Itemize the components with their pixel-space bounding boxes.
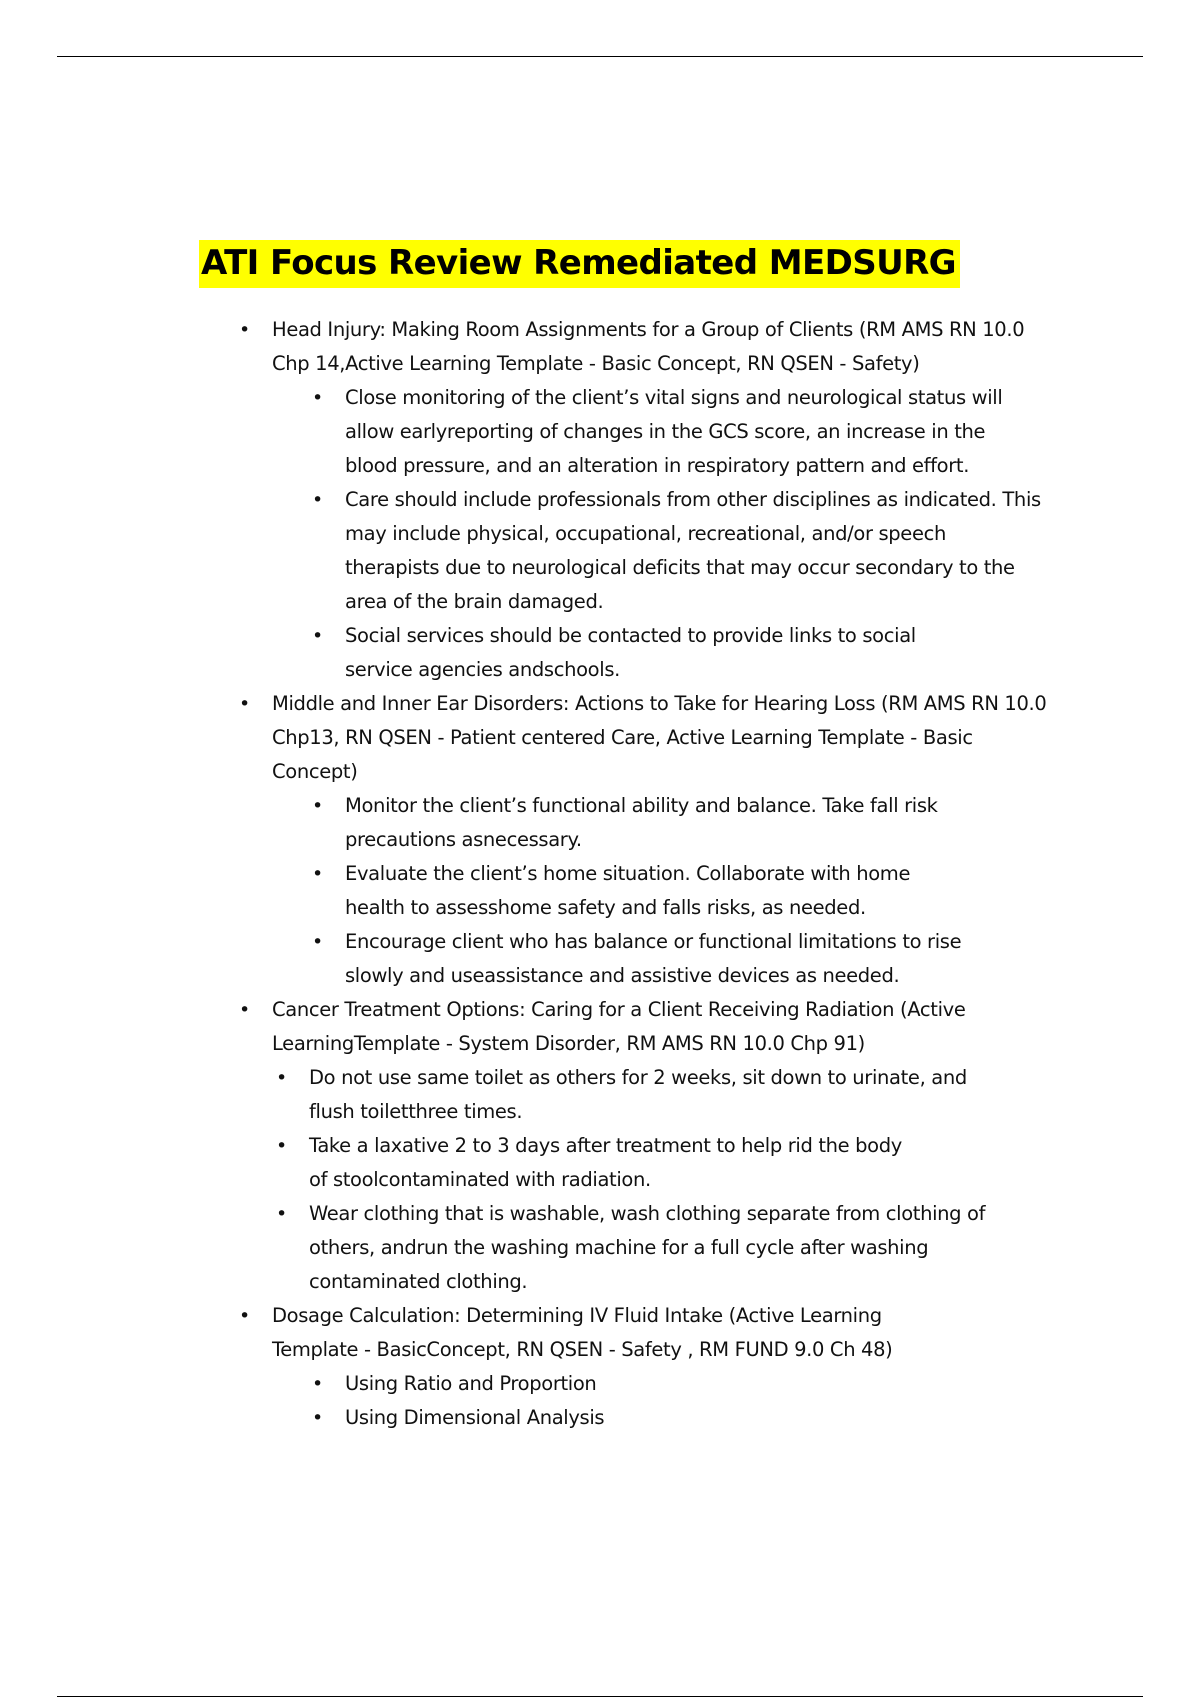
list-item-text: Encourage client who has balance or functional limitations to rise slowly and useassistance and assistive devices as needed. bbox=[345, 930, 962, 987]
section-heading-text: Cancer Treatment Options: Caring for a Client Receiving Radiation (Active LearningTemplate - System Disorder, RM AMS RN 10.0 Chp 91) bbox=[272, 998, 966, 1055]
list-item-text: Using Ratio and Proportion bbox=[345, 1372, 597, 1395]
bullet-icon: • bbox=[276, 1135, 287, 1157]
document-title: ATI Focus Review Remediated MEDSURG bbox=[199, 240, 960, 288]
bullet-icon: • bbox=[239, 693, 250, 715]
footer-rule bbox=[57, 1696, 1143, 1697]
list-item bbox=[312, 1367, 945, 1401]
bullet-icon: • bbox=[276, 1067, 287, 1089]
section-heading-text: Dosage Calculation: Determining IV Fluid Intake (Active Learning Template - BasicConcept, RN QSEN - Safety , RM FUND 9.0 Ch 48) bbox=[272, 1304, 893, 1361]
list-item-text: Social services should be contacted to provide links to social service agencies andschools. bbox=[345, 624, 916, 681]
bullet-icon: • bbox=[312, 489, 323, 511]
list-item bbox=[312, 483, 1045, 619]
bullet-icon: • bbox=[312, 625, 323, 647]
section-heading-text: Middle and Inner Ear Disorders: Actions to Take for Hearing Loss (RM AMS RN 10.0 Chp13, RN QSEN - Patient centered Care, Active Learning Template - Basic Concept) bbox=[272, 692, 1047, 783]
list-item bbox=[312, 1401, 945, 1435]
bullet-icon: • bbox=[239, 999, 250, 1021]
list-item bbox=[312, 789, 965, 857]
bullet-icon: • bbox=[239, 1305, 250, 1327]
bullet-icon: • bbox=[312, 931, 323, 953]
list-item bbox=[312, 619, 965, 687]
bullet-icon: • bbox=[312, 387, 323, 409]
header-rule bbox=[57, 56, 1143, 57]
list-item-text: Evaluate the client’s home situation. Collaborate with home health to assesshome safety and falls risks, as needed. bbox=[345, 862, 911, 919]
section-heading-cancer-treatment bbox=[239, 993, 972, 1061]
section-heading-text: Head Injury: Making Room Assignments for a Group of Clients (RM AMS RN 10.0 Chp 14,Active Learning Template - Basic Concept, RN QSEN - Safety) bbox=[272, 318, 1025, 375]
list-item-text: Do not use same toilet as others for 2 weeks, sit down to urinate, and flush toiletthree times. bbox=[309, 1066, 967, 1123]
list-item-text: Close monitoring of the client’s vital signs and neurological status will allow earlyreporting of changes in the GCS score, an increase in the blood pressure, and an alteration in respiratory pattern and effort. bbox=[345, 386, 1003, 477]
list-item bbox=[312, 381, 1025, 483]
list-item-text: Monitor the client’s functional ability and balance. Take fall risk precautions asnecessary. bbox=[345, 794, 938, 851]
document-body bbox=[0, 313, 1200, 1435]
list-item-text: Care should include professionals from other disciplines as indicated. This may include physical, occupational, recreational, and/or speech therapists due to neurological deficits that may occur secondary to the area of the brain damaged. bbox=[345, 488, 1041, 613]
section-heading-head-injury bbox=[239, 313, 1032, 381]
bullet-icon: • bbox=[239, 319, 250, 341]
list-item-text: Take a laxative 2 to 3 days after treatment to help rid the body of stoolcontaminated with radiation. bbox=[309, 1134, 902, 1191]
list-item bbox=[276, 1197, 1009, 1299]
bullet-icon: • bbox=[312, 1407, 323, 1429]
section-heading-ear-disorders bbox=[239, 687, 1052, 789]
list-item bbox=[312, 925, 1005, 993]
bullet-icon: • bbox=[276, 1203, 287, 1225]
bullet-icon: • bbox=[312, 795, 323, 817]
bullet-icon: • bbox=[312, 863, 323, 885]
list-item bbox=[276, 1061, 979, 1129]
bullet-icon: • bbox=[312, 1373, 323, 1395]
section-heading-dosage-calculation bbox=[239, 1299, 912, 1367]
list-item bbox=[312, 857, 965, 925]
list-item-text: Wear clothing that is washable, wash clothing separate from clothing of others, andrun the washing machine for a full cycle after washing contaminated clothing. bbox=[309, 1202, 986, 1293]
list-item bbox=[276, 1129, 909, 1197]
list-item-text: Using Dimensional Analysis bbox=[345, 1406, 605, 1429]
